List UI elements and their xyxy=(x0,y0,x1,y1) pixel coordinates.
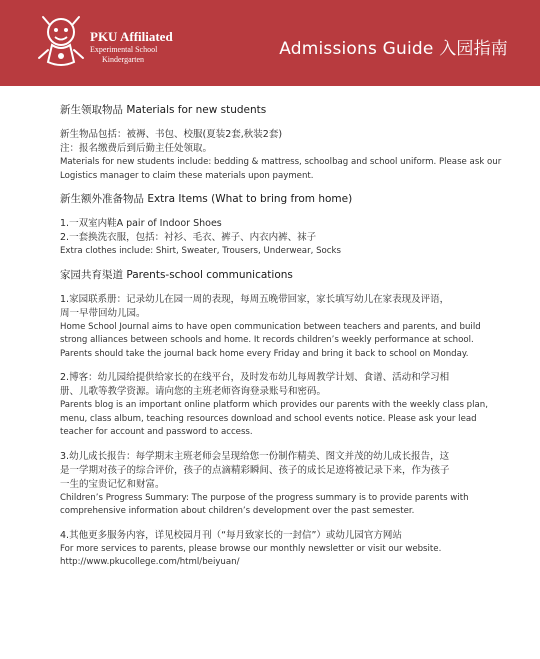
text-line: 是一学期对孩子的综合评价，孩子的点滴精彩瞬间、孩子的成长足迹将被记录下来，作为孩子 xyxy=(60,464,450,476)
text-line: 4.其他更多服务内容，详见校园月刊（“每月致家长的一封信”）或幼儿园官方网站 xyxy=(60,529,402,541)
text-line: 2.博客：幼儿园给提供给家长的在线平台，及时发布幼儿每周教学计划、食谱、活动和学习相 xyxy=(60,372,450,384)
item-text-zh xyxy=(60,293,500,321)
section-text-en xyxy=(60,156,500,183)
item-text-en xyxy=(60,321,500,362)
item-text-zh xyxy=(60,450,500,492)
list-item xyxy=(60,529,500,570)
text-line: Parents should take the journal back home every Friday and bring it back to school on Monday. xyxy=(60,348,469,359)
item-text-zh xyxy=(60,529,500,543)
item-text-en xyxy=(60,399,500,440)
brand-subtitle-2: Kindergarten xyxy=(102,55,145,64)
text-line: 注：报名缴费后到后勤主任处领取。 xyxy=(60,143,213,155)
text-line: 新生物品包括：被褥、书包、校服(夏装2套,秋装2套) xyxy=(60,129,283,141)
text-line: For more services to parents, please browse our monthly newsletter or visit our website. xyxy=(60,543,442,554)
item-text-en xyxy=(60,492,500,519)
text-line: 2.一套换洗衣服，包括：衬衫、毛衣、裤子、内衣内裤、袜子 xyxy=(60,232,317,244)
section-extra-items xyxy=(60,193,500,259)
text-line: 册、儿歌等教学资源。请向您的主班老师咨询登录账号和密码。 xyxy=(60,386,327,398)
section-title: 家园共育渠道 Parents-school communications xyxy=(60,268,293,281)
text-line: Materials for new students include: bedding & mattress, schoolbag and school uniform. Please ask our xyxy=(60,157,502,168)
text-line: Children’s Progress Summary: The purpose of the progress summary is to provide parents with xyxy=(60,492,469,503)
item-text-en xyxy=(60,543,500,570)
text-line: teacher for account and password to access. xyxy=(60,427,253,438)
section-text-en xyxy=(60,245,500,259)
text-line: 1.一双室内鞋A pair of Indoor Shoes xyxy=(60,218,222,230)
text-line: comprehensive information about children’s development over the past semester. xyxy=(60,506,415,517)
text-line: Parents blog is an important online platform which provides our parents with the weekly class plan, xyxy=(60,400,488,411)
text-line: Extra clothes include: Shirt, Sweater, Trousers, Underwear, Socks xyxy=(60,246,341,257)
section-communications xyxy=(60,269,500,570)
text-line: 一生的宝贵记忆和财富。 xyxy=(60,478,165,490)
item-text-zh xyxy=(60,371,500,399)
page-title: Admissions Guide 入园指南 xyxy=(279,39,508,59)
section-title: 新生额外准备物品 Extra Items (What to bring from home) xyxy=(60,193,353,206)
header-banner xyxy=(0,0,540,86)
kindergarten-mascot-logo-icon xyxy=(36,14,86,70)
text-line: menu, class album, teaching resources download and school events notice. Please ask your lead xyxy=(60,413,477,424)
website-link[interactable]: http://www.pkucollege.com/html/beiyuan/ xyxy=(60,557,240,568)
school-brand xyxy=(90,30,173,64)
brand-subtitle: Experimental School xyxy=(90,45,158,54)
section-text-zh xyxy=(60,217,500,245)
list-item xyxy=(60,293,500,362)
section-materials xyxy=(60,104,500,183)
text-line: strong alliances between schools and home. It records children’s weekly performance at school. xyxy=(60,335,474,346)
document-body xyxy=(60,104,500,570)
text-line: Home School Journal aims to have open communication between teachers and parents, and build xyxy=(60,321,481,332)
section-title: 新生领取物品 Materials for new students xyxy=(60,104,267,116)
list-item xyxy=(60,371,500,440)
list-item xyxy=(60,450,500,519)
text-line: 周一早带回幼儿园。 xyxy=(60,307,146,319)
section-text-zh xyxy=(60,128,500,156)
text-line: 1.家园联系册：记录幼儿在园一周的表现，每周五晚带回家，家长填写幼儿在家表现及评语， xyxy=(60,293,450,305)
brand-title: PKU Affiliated xyxy=(90,29,173,44)
text-line: Logistics manager to claim these materials upon payment. xyxy=(60,170,314,181)
text-line: 3.幼儿成长报告：每学期末主班老师会呈现给您一份制作精美、图文并茂的幼儿成长报告，这 xyxy=(60,450,450,462)
